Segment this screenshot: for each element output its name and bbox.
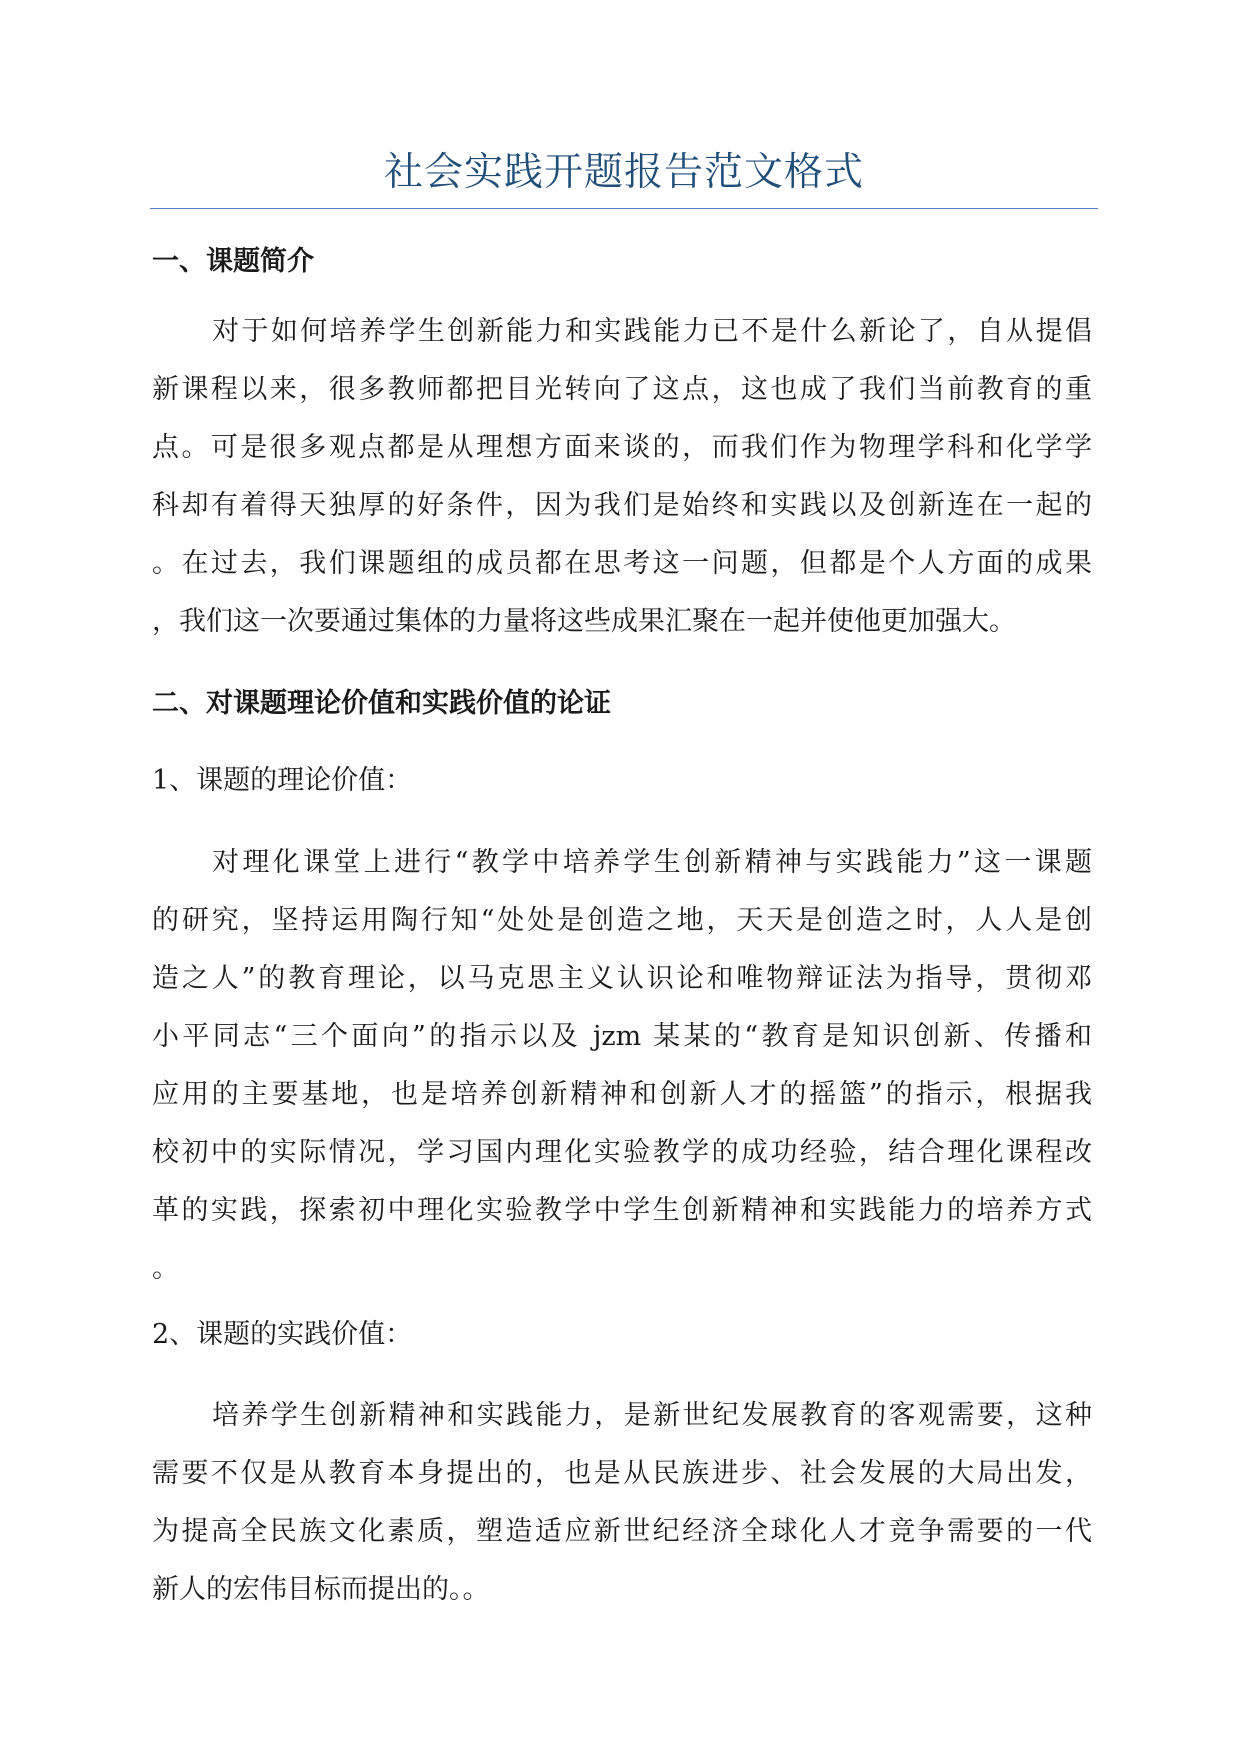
paragraph-line: 新课程以来，很多教师都把目光转向了这点，这也成了我们当前教育的重: [152, 374, 1092, 405]
paragraph-practice-value: [152, 1387, 1092, 1619]
paragraph-line: 科却有着得天独厚的好条件，因为我们是始终和实践以及创新连在一起的: [152, 490, 1092, 521]
paragraph-line: 点。可是很多观点都是从理想方面来谈的，而我们作为物理学科和化学学: [152, 432, 1092, 463]
subheading-theory-value: 1、课题的理论价值：: [152, 765, 413, 796]
paragraph-line: 培养学生创新精神和实践能力，是新世纪发展教育的客观需要，这种: [212, 1400, 1092, 1431]
document-title: 社会实践开题报告范文格式: [383, 150, 864, 195]
paragraph-line: 需要不仅是从教育本身提出的，也是从民族进步、社会发展的大局出发，: [152, 1458, 1092, 1489]
paragraph-line: 对于如何培养学生创新能力和实践能力已不是什么新论了，自从提倡: [212, 316, 1092, 347]
paragraph-line: 小平同志“三个面向”的指示以及 jzm 某某的“教育是知识创新、传播和: [152, 1021, 1092, 1052]
paragraph-line: 应用的主要基地，也是培养创新精神和创新人才的摇篮”的指示，根据我: [152, 1079, 1092, 1110]
subheading-practice-value: 2、课题的实践价值：: [152, 1319, 413, 1350]
paragraph-line: 为提高全民族文化素质，塑造适应新世纪经济全球化人才竞争需要的一代: [152, 1516, 1092, 1547]
paragraph-line: 革的实践，探索初中理化实验教学中学生创新精神和实践能力的培养方式: [152, 1195, 1092, 1226]
paragraph-line: ，我们这一次要通过集体的力量将这些成果汇聚在一起并使他更加强大。: [152, 606, 1016, 637]
paragraph-line: 。在过去，我们课题组的成员都在思考这一问题，但都是个人方面的成果: [152, 548, 1092, 579]
paragraph-intro: [152, 303, 1092, 651]
paragraph-line: 。: [152, 1253, 179, 1284]
paragraph-line: 校初中的实际情况，学习国内理化实验教学的成功经验，结合理化课程改: [152, 1137, 1092, 1168]
paragraph-line: 对理化课堂上进行“教学中培养学生创新精神与实践能力”这一课题: [212, 847, 1092, 878]
paragraph-line: 的研究，坚持运用陶行知“处处是创造之地，天天是创造之时，人人是创: [152, 905, 1092, 936]
section-heading-1: 一、课题简介: [152, 246, 314, 277]
paragraph-line: 新人的宏伟目标而提出的。。: [152, 1574, 490, 1605]
paragraph-theory-value: [152, 834, 1092, 1298]
section-heading-2: 二、对课题理论价值和实践价值的论证: [152, 688, 611, 719]
paragraph-line: 造之人”的教育理论，以马克思主义认识论和唯物辩证法为指导，贯彻邓: [152, 963, 1092, 994]
title-underline: [150, 208, 1098, 209]
